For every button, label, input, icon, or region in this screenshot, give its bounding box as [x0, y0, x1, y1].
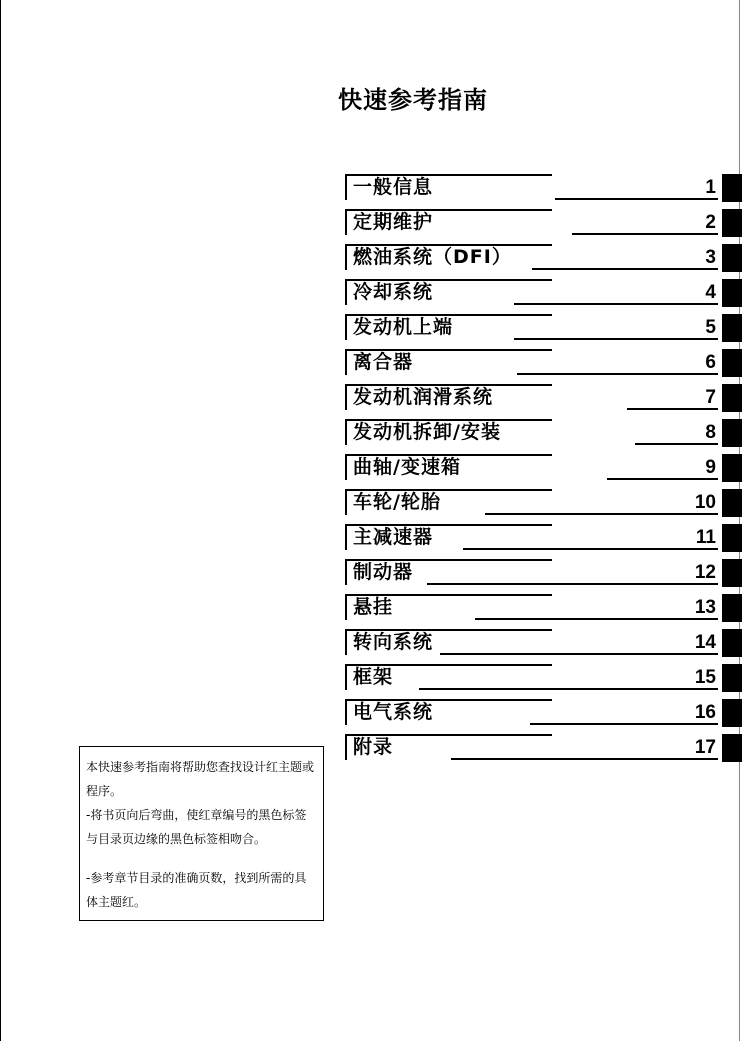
toc-item-number: 13 [694, 597, 716, 618]
toc-item-number: 17 [694, 737, 716, 758]
black-edge-tab [722, 244, 742, 272]
toc-leader-line [475, 618, 718, 620]
toc-item-label: 电气系统 [353, 701, 434, 723]
toc-item-9[interactable] [345, 454, 742, 480]
toc-item-4[interactable] [345, 279, 742, 305]
toc-item-1[interactable] [345, 174, 742, 200]
toc-item-16[interactable] [345, 699, 742, 725]
toc-item-label: 框架 [353, 666, 394, 688]
toc-item-number: 6 [705, 352, 716, 373]
note-line-2: -将书页向后弯曲，使红章编号的黑色标签与目录页边缘的黑色标签相吻合。 [86, 808, 307, 846]
page-title: 快速参考指南 [338, 86, 488, 114]
toc-item-12[interactable] [345, 559, 742, 585]
note-line-3: -参考章节目录的准确页数，找到所需的具体主题红。 [86, 871, 307, 909]
toc-leader-line [514, 338, 718, 340]
toc-item-11[interactable] [345, 524, 742, 550]
toc-item-number: 11 [695, 527, 716, 548]
toc-item-label: 附录 [353, 736, 394, 758]
toc-item-label: 定期维护 [353, 211, 434, 233]
toc-item-label: 制动器 [353, 561, 414, 583]
toc-item-17[interactable] [345, 734, 742, 760]
toc-item-label: 发动机润滑系统 [353, 386, 494, 408]
toc-item-7[interactable] [345, 384, 742, 410]
black-edge-tab [722, 524, 742, 552]
toc-item-3[interactable] [345, 244, 742, 270]
toc-item-label: 主减速器 [353, 526, 434, 548]
toc-item-number: 2 [705, 212, 716, 233]
black-edge-tab [722, 209, 742, 237]
toc-item-6[interactable] [345, 349, 742, 375]
toc-item-number: 8 [705, 422, 716, 443]
toc-item-label: 离合器 [353, 351, 414, 373]
toc-leader-line [530, 723, 718, 725]
toc-leader-line [514, 303, 718, 305]
toc-item-number: 1 [705, 177, 716, 198]
toc-item-10[interactable] [345, 489, 742, 515]
toc-item-13[interactable] [345, 594, 742, 620]
toc-item-label: 车轮/轮胎 [353, 491, 441, 513]
toc-item-label: 发动机上端 [353, 316, 454, 338]
toc-item-label: 曲轴/变速箱 [353, 456, 461, 478]
black-edge-tab [722, 489, 742, 517]
toc-item-number: 4 [705, 282, 716, 303]
black-edge-tab [722, 279, 742, 307]
toc-leader-line [572, 233, 718, 235]
toc-leader-line [485, 513, 718, 515]
black-edge-tab [722, 384, 742, 412]
note-line-1: 本快速参考指南将帮助您查找设计红主题或程序。 [86, 760, 315, 798]
toc-leader-line [419, 688, 718, 690]
black-edge-tab [722, 349, 742, 377]
black-edge-tab [722, 664, 742, 692]
toc-leader-line [463, 548, 718, 550]
toc-leader-line [532, 268, 718, 270]
table-of-contents [345, 174, 742, 769]
toc-item-label: 冷却系统 [353, 281, 434, 303]
toc-item-label: 悬挂 [353, 596, 394, 618]
toc-leader-line [440, 653, 718, 655]
toc-item-label: 燃油系统（DFI） [353, 246, 512, 268]
toc-item-number: 16 [694, 702, 716, 723]
black-edge-tab [722, 314, 742, 342]
toc-item-label: 一般信息 [353, 176, 434, 198]
toc-item-number: 15 [694, 667, 716, 688]
toc-leader-line [627, 408, 718, 410]
black-edge-tab [722, 629, 742, 657]
toc-item-15[interactable] [345, 664, 742, 690]
black-edge-tab [722, 734, 742, 762]
toc-leader-line [427, 583, 718, 585]
toc-item-label: 发动机拆卸/安装 [353, 421, 501, 443]
black-edge-tab [722, 419, 742, 447]
note-spacer [86, 851, 317, 866]
toc-item-number: 9 [705, 457, 716, 478]
black-edge-tab [722, 559, 742, 587]
toc-item-5[interactable] [345, 314, 742, 340]
toc-leader-line [607, 478, 718, 480]
toc-item-2[interactable] [345, 209, 742, 235]
usage-note-box [79, 746, 324, 921]
toc-item-number: 7 [705, 387, 716, 408]
toc-item-number: 12 [694, 562, 716, 583]
toc-item-number: 5 [705, 317, 716, 338]
toc-item-number: 10 [694, 492, 716, 513]
toc-leader-line [517, 373, 718, 375]
toc-item-label: 转向系统 [353, 631, 434, 653]
toc-item-number: 3 [705, 247, 716, 268]
black-edge-tab [722, 454, 742, 482]
toc-leader-line [555, 198, 718, 200]
toc-item-number: 14 [694, 632, 716, 653]
black-edge-tab [722, 594, 742, 622]
black-edge-tab [722, 174, 742, 202]
toc-item-8[interactable] [345, 419, 742, 445]
toc-item-14[interactable] [345, 629, 742, 655]
toc-leader-line [451, 758, 718, 760]
black-edge-tab [722, 699, 742, 727]
